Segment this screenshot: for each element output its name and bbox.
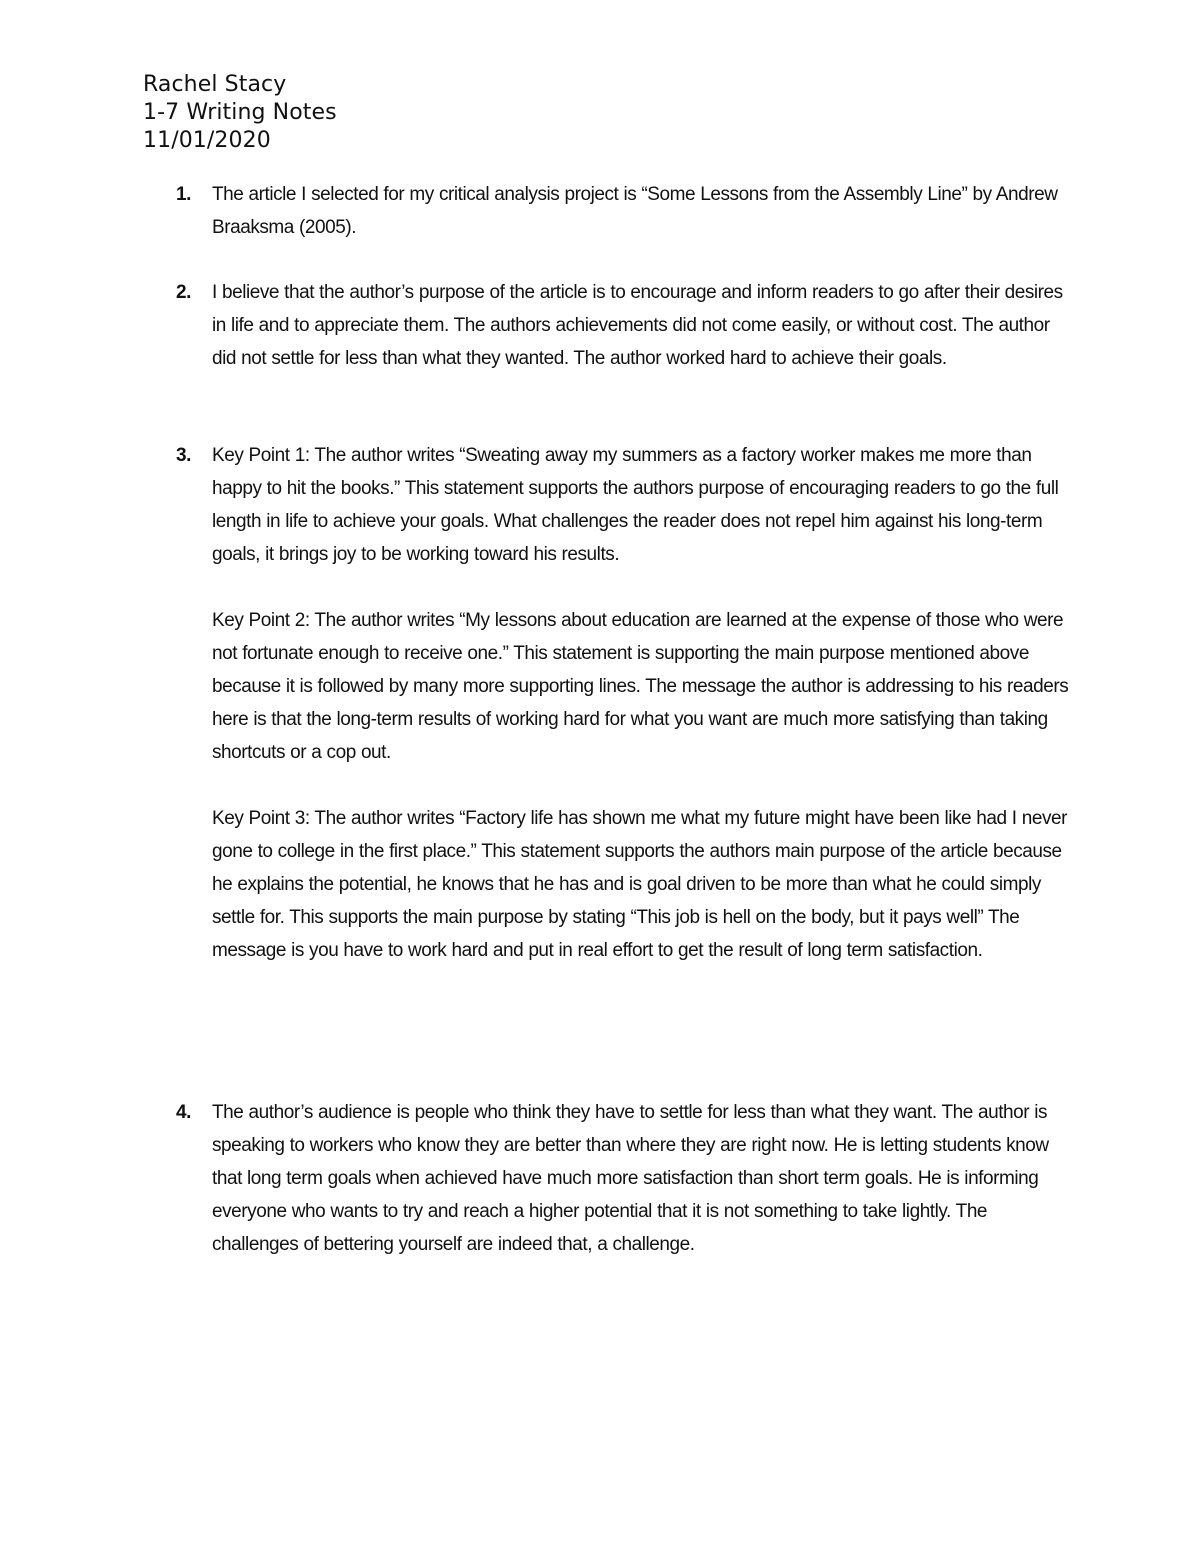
document-title: 1-7 Writing Notes (143, 100, 337, 125)
list-item-3 (176, 439, 1072, 967)
item-paragraph: I believe that the author’s purpose of the article is to encourage and inform readers to go after their desires in life and to appreciate them. The authors achievements did not come easily, or without cost. The author did not settle for less than what they wanted. The author worked hard to achieve their goals. (212, 282, 1063, 369)
list-item-number: 1. (176, 184, 191, 205)
document-header (143, 71, 337, 155)
list-item-4 (176, 1096, 1072, 1261)
list-item-1 (176, 178, 1072, 244)
document-date: 11/01/2020 (143, 128, 271, 153)
item-paragraph: The author’s audience is people who think they have to settle for less than what they want. The author is speaking to workers who know they are better than where they are right now. He is letting students know that long term goals when achieved have much more satisfaction than short term goals. He is informing everyone who wants to try and reach a higher potential that it is not something to take lightly. The challenges of bettering yourself are indeed that, a challenge. (212, 1102, 1049, 1255)
key-point-2: Key Point 2: The author writes “My lessons about education are learned at the expense of those who were not fortunate enough to receive one.” This statement is supporting the main purpose mentioned above because it is followed by many more supporting lines. The message the author is addressing to his readers here is that the long-term results of working hard for what you want are much more satisfying than taking shortcuts or a cop out. (212, 610, 1069, 763)
author-name: Rachel Stacy (143, 72, 287, 97)
key-point-3: Key Point 3: The author writes “Factory life has shown me what my future might have been like had I never gone to college in the first place.” This statement supports the authors main purpose of the article because he explains the potential, he knows that he has and is goal driven to be more than what he could simply settle for. This supports the main purpose by stating “This job is hell on the body, but it pays well” The message is you have to work hard and put in real effort to get the result of long term satisfaction. (212, 808, 1068, 961)
list-item-number: 2. (176, 282, 191, 303)
list-item-number: 3. (176, 445, 191, 466)
item-paragraph: The article I selected for my critical analysis project is “Some Lessons from the Assembly Line” by Andrew Braaksma (2005). (212, 184, 1058, 238)
key-point-1: Key Point 1: The author writes “Sweating away my summers as a factory worker makes me more than happy to hit the books.” This statement supports the authors purpose of encouraging readers to go the full length in life to achieve your goals. What challenges the reader does not repel him against his long-term goals, it brings joy to be working toward his results. (212, 445, 1059, 565)
list-item-number: 4. (176, 1102, 191, 1123)
list-item-2 (176, 276, 1072, 375)
